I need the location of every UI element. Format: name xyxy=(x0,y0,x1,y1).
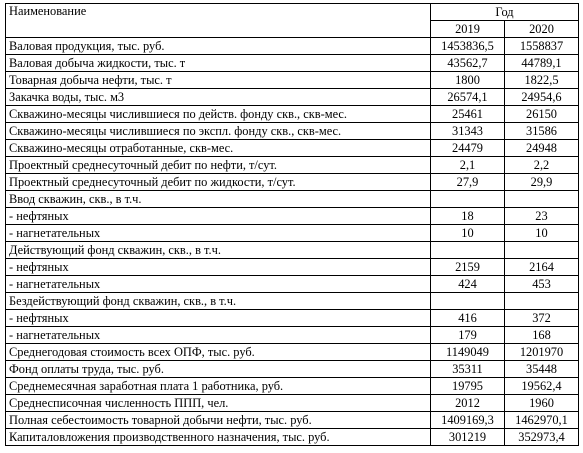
row-label: - нагнетательных xyxy=(6,276,431,293)
table-row xyxy=(6,106,579,123)
value-2019-cell: 26574,1 xyxy=(431,89,505,106)
table-row xyxy=(6,259,579,276)
row-label: - нагнетательных xyxy=(6,225,431,242)
value-2019-cell: 1409169,3 xyxy=(431,412,505,429)
row-label: Бездействующий фонд скважин, скв., в т.ч. xyxy=(6,293,431,310)
value-2019-cell: 19795 xyxy=(431,378,505,395)
table-row xyxy=(6,55,579,72)
year-2020-header: 2020 xyxy=(505,21,579,38)
table-row xyxy=(6,72,579,89)
table-row xyxy=(6,174,579,191)
value-2020-cell: 1960 xyxy=(505,395,579,412)
row-label: Проектный среднесуточный дебит по жидкости, т/сут. xyxy=(6,174,431,191)
row-label: Ввод скважин, скв., в т.ч. xyxy=(6,191,431,208)
value-2020-cell xyxy=(505,293,579,310)
value-2020-cell: 1558837 xyxy=(505,38,579,55)
table-row xyxy=(6,276,579,293)
value-2019-cell xyxy=(431,293,505,310)
table-row xyxy=(6,38,579,55)
value-2020-cell: 168 xyxy=(505,327,579,344)
table-row xyxy=(6,361,579,378)
table-body xyxy=(6,38,579,446)
value-2019-cell xyxy=(431,242,505,259)
table-row xyxy=(6,140,579,157)
value-2019-cell: 31343 xyxy=(431,123,505,140)
table-row xyxy=(6,327,579,344)
value-2020-cell: 10 xyxy=(505,225,579,242)
value-2020-cell: 26150 xyxy=(505,106,579,123)
table-row xyxy=(6,429,579,446)
value-2019-cell: 43562,7 xyxy=(431,55,505,72)
value-2019-cell: 24479 xyxy=(431,140,505,157)
table-row xyxy=(6,123,579,140)
year-group-header: Год xyxy=(431,4,579,21)
value-2020-cell: 352973,4 xyxy=(505,429,579,446)
row-label: Среднесписочная численность ППП, чел. xyxy=(6,395,431,412)
value-2019-cell: 18 xyxy=(431,208,505,225)
value-2020-cell xyxy=(505,242,579,259)
table-row xyxy=(6,412,579,429)
row-label: Действующий фонд скважин, скв., в т.ч. xyxy=(6,242,431,259)
value-2020-cell: 2,2 xyxy=(505,157,579,174)
name-column-header: Наименование xyxy=(6,4,431,38)
value-2019-cell: 301219 xyxy=(431,429,505,446)
value-2020-cell: 1822,5 xyxy=(505,72,579,89)
table-row xyxy=(6,395,579,412)
value-2020-cell: 19562,4 xyxy=(505,378,579,395)
row-label: Товарная добыча нефти, тыс. т xyxy=(6,72,431,89)
value-2019-cell: 35311 xyxy=(431,361,505,378)
indicators-table xyxy=(5,3,579,446)
row-label: Капиталовложения производственного назначения, тыс. руб. xyxy=(6,429,431,446)
value-2019-cell: 1800 xyxy=(431,72,505,89)
value-2020-cell: 44789,1 xyxy=(505,55,579,72)
value-2020-cell: 1201970 xyxy=(505,344,579,361)
row-label: Валовая продукция, тыс. руб. xyxy=(6,38,431,55)
value-2020-cell: 29,9 xyxy=(505,174,579,191)
value-2019-cell: 2159 xyxy=(431,259,505,276)
value-2020-cell: 24948 xyxy=(505,140,579,157)
row-label: Фонд оплаты труда, тыс. руб. xyxy=(6,361,431,378)
value-2019-cell: 10 xyxy=(431,225,505,242)
table-row xyxy=(6,157,579,174)
row-label: Валовая добыча жидкости, тыс. т xyxy=(6,55,431,72)
table-row xyxy=(6,89,579,106)
value-2020-cell: 2164 xyxy=(505,259,579,276)
value-2020-cell: 1462970,1 xyxy=(505,412,579,429)
value-2020-cell: 31586 xyxy=(505,123,579,140)
row-label: - нефтяных xyxy=(6,259,431,276)
row-label: Полная себестоимость товарной добычи нефти, тыс. руб. xyxy=(6,412,431,429)
row-label: Закачка воды, тыс. м3 xyxy=(6,89,431,106)
table-row xyxy=(6,310,579,327)
value-2019-cell: 416 xyxy=(431,310,505,327)
value-2020-cell: 23 xyxy=(505,208,579,225)
value-2019-cell: 25461 xyxy=(431,106,505,123)
value-2020-cell: 24954,6 xyxy=(505,89,579,106)
row-label: - нефтяных xyxy=(6,310,431,327)
row-label: Среднемесячная заработная плата 1 работника, руб. xyxy=(6,378,431,395)
table-row xyxy=(6,191,579,208)
value-2019-cell: 2,1 xyxy=(431,157,505,174)
value-2020-cell: 35448 xyxy=(505,361,579,378)
table-row xyxy=(6,208,579,225)
table-row xyxy=(6,225,579,242)
year-2019-header: 2019 xyxy=(431,21,505,38)
value-2019-cell: 424 xyxy=(431,276,505,293)
value-2020-cell: 372 xyxy=(505,310,579,327)
row-label: - нагнетательных xyxy=(6,327,431,344)
table-row xyxy=(6,242,579,259)
value-2019-cell: 179 xyxy=(431,327,505,344)
value-2020-cell xyxy=(505,191,579,208)
value-2019-cell: 2012 xyxy=(431,395,505,412)
header-row xyxy=(6,4,579,21)
row-label: - нефтяных xyxy=(6,208,431,225)
value-2019-cell: 1149049 xyxy=(431,344,505,361)
table-row xyxy=(6,344,579,361)
row-label: Проектный среднесуточный дебит по нефти, т/сут. xyxy=(6,157,431,174)
row-label: Среднегодовая стоимость всех ОПФ, тыс. руб. xyxy=(6,344,431,361)
row-label: Скважино-месяцы числившиеся по экспл. фонду скв., скв-мес. xyxy=(6,123,431,140)
value-2019-cell: 1453836,5 xyxy=(431,38,505,55)
table-row xyxy=(6,378,579,395)
row-label: Скважино-месяцы отработанные, скв-мес. xyxy=(6,140,431,157)
value-2020-cell: 453 xyxy=(505,276,579,293)
row-label: Скважино-месяцы числившиеся по действ. фонду скв., скв-мес. xyxy=(6,106,431,123)
table-row xyxy=(6,293,579,310)
value-2019-cell: 27,9 xyxy=(431,174,505,191)
value-2019-cell xyxy=(431,191,505,208)
